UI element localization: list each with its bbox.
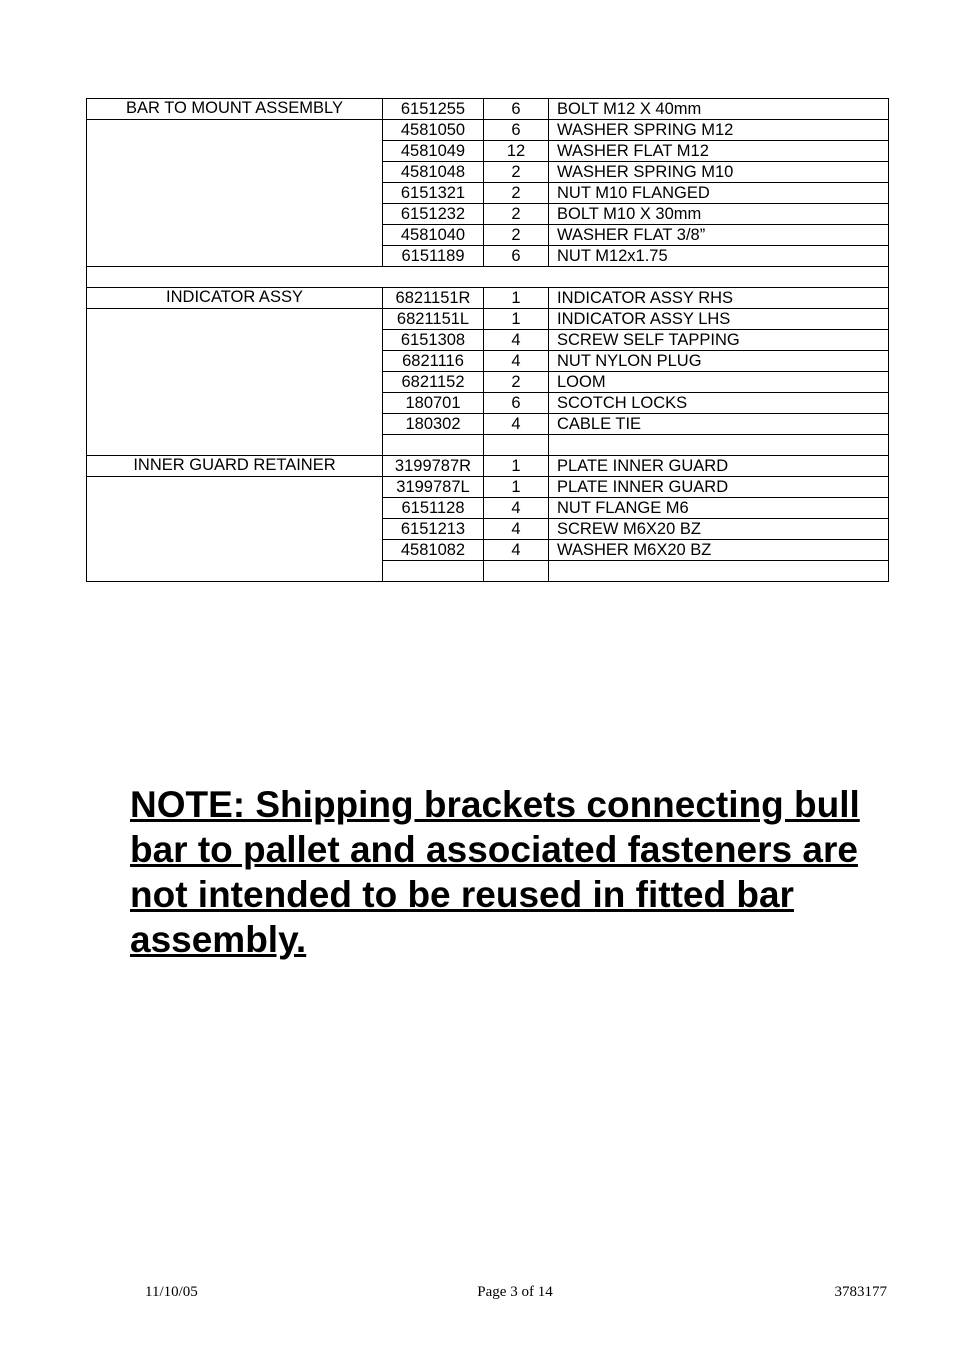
empty-cell <box>484 435 549 456</box>
quantity: 2 <box>484 372 549 393</box>
table-row <box>87 456 889 477</box>
part-number: 6151321 <box>383 183 484 204</box>
description: SCREW M6X20 BZ <box>549 519 889 540</box>
quantity: 4 <box>484 330 549 351</box>
quantity: 4 <box>484 519 549 540</box>
description: NUT NYLON PLUG <box>549 351 889 372</box>
part-number: 4581050 <box>383 120 484 141</box>
empty-cell <box>484 561 549 582</box>
table-row <box>87 99 889 120</box>
part-number: 4581049 <box>383 141 484 162</box>
part-number: 180302 <box>383 414 484 435</box>
footer-date: 11/10/05 <box>145 1284 198 1300</box>
spacer-row <box>87 267 889 288</box>
part-number: 4581082 <box>383 540 484 561</box>
empty-cell <box>383 435 484 456</box>
quantity: 4 <box>484 414 549 435</box>
description: WASHER M6X20 BZ <box>549 540 889 561</box>
part-number: 6821116 <box>383 351 484 372</box>
quantity: 1 <box>484 288 549 309</box>
description: PLATE INNER GUARD <box>549 477 889 498</box>
description: INDICATOR ASSY RHS <box>549 288 889 309</box>
description: LOOM <box>549 372 889 393</box>
description: WASHER FLAT 3/8” <box>549 225 889 246</box>
quantity: 6 <box>484 246 549 267</box>
part-number: 6151213 <box>383 519 484 540</box>
description: BOLT M12 X 40mm <box>549 99 889 120</box>
description: BOLT M10 X 30mm <box>549 204 889 225</box>
empty-cell <box>549 561 889 582</box>
part-number: 6821152 <box>383 372 484 393</box>
table-row <box>87 288 889 309</box>
part-number: 3199787L <box>383 477 484 498</box>
table-row <box>87 309 889 330</box>
assembly-name: BAR TO MOUNT ASSEMBLY <box>87 99 383 120</box>
quantity: 6 <box>484 393 549 414</box>
table-row <box>87 120 889 141</box>
empty-cell <box>87 267 889 288</box>
description: PLATE INNER GUARD <box>549 456 889 477</box>
empty-cell <box>549 435 889 456</box>
part-number: 6151189 <box>383 246 484 267</box>
quantity: 2 <box>484 162 549 183</box>
part-number: 3199787R <box>383 456 484 477</box>
description: SCOTCH LOCKS <box>549 393 889 414</box>
part-number: 6151255 <box>383 99 484 120</box>
part-number: 6821151R <box>383 288 484 309</box>
part-number: 4581040 <box>383 225 484 246</box>
quantity: 4 <box>484 540 549 561</box>
description: WASHER SPRING M10 <box>549 162 889 183</box>
quantity: 6 <box>484 99 549 120</box>
description: NUT M12x1.75 <box>549 246 889 267</box>
part-number: 6151308 <box>383 330 484 351</box>
shipping-note: NOTE: Shipping brackets connecting bull bar to pallet and associated fasteners are not intended to be reused in fitted bar assembly. <box>130 784 860 960</box>
assembly-name: INNER GUARD RETAINER <box>87 456 383 477</box>
quantity: 1 <box>484 477 549 498</box>
assembly-blank-cell <box>87 309 383 456</box>
quantity: 1 <box>484 309 549 330</box>
part-number: 4581048 <box>383 162 484 183</box>
part-number: 6151232 <box>383 204 484 225</box>
assembly-blank-cell <box>87 120 383 267</box>
quantity: 4 <box>484 351 549 372</box>
description: NUT FLANGE M6 <box>549 498 889 519</box>
description: NUT M10 FLANGED <box>549 183 889 204</box>
quantity: 4 <box>484 498 549 519</box>
assembly-blank-cell <box>87 477 383 582</box>
quantity: 1 <box>484 456 549 477</box>
assembly-name: INDICATOR ASSY <box>87 288 383 309</box>
description: CABLE TIE <box>549 414 889 435</box>
part-number: 180701 <box>383 393 484 414</box>
footer-page-number: Page 3 of 14 <box>477 1284 553 1300</box>
part-number: 6151128 <box>383 498 484 519</box>
empty-cell <box>383 561 484 582</box>
quantity: 2 <box>484 225 549 246</box>
description: INDICATOR ASSY LHS <box>549 309 889 330</box>
quantity: 6 <box>484 120 549 141</box>
footer-doc-number: 3783177 <box>834 1284 887 1300</box>
table-row <box>87 477 889 498</box>
quantity: 2 <box>484 204 549 225</box>
description: WASHER SPRING M12 <box>549 120 889 141</box>
description: SCREW SELF TAPPING <box>549 330 889 351</box>
part-number: 6821151L <box>383 309 484 330</box>
quantity: 2 <box>484 183 549 204</box>
description: WASHER FLAT M12 <box>549 141 889 162</box>
quantity: 12 <box>484 141 549 162</box>
parts-table <box>86 98 889 582</box>
parts-table-body <box>87 99 889 582</box>
